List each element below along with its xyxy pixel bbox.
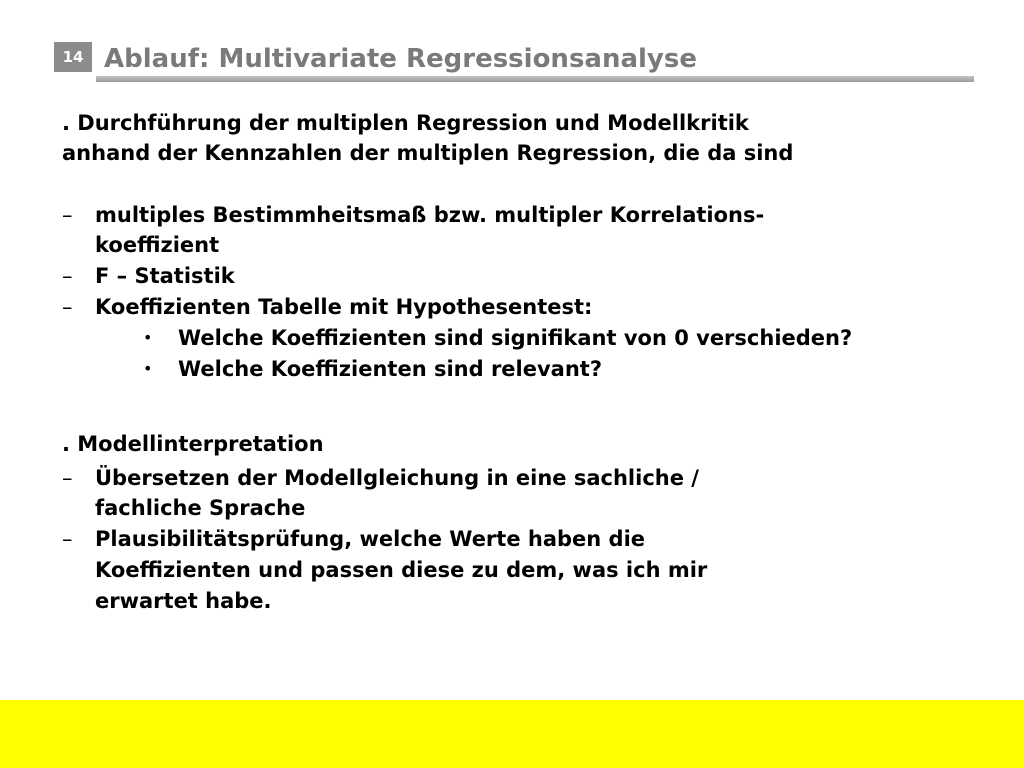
list-item-plausibilitaet: Plausibilitätsprüfung, welche Werte haben die xyxy=(95,527,646,551)
dash-marker: – xyxy=(62,295,73,319)
list-item-bestimmtheitsmass: multiples Bestimmheitsmaß bzw. multipler Korrelations- xyxy=(95,203,765,227)
section1-intro-line1: . Durchführung der multiplen Regression und Modellkritik xyxy=(62,111,749,135)
dash-marker: – xyxy=(62,527,73,551)
slide-number-badge: 14 xyxy=(54,42,92,72)
sub-item-relevant: Welche Koeffizienten sind relevant? xyxy=(178,357,603,381)
dash-marker: – xyxy=(62,203,73,227)
slide-title: Ablauf: Multivariate Regressionsanalyse xyxy=(104,44,697,74)
bullet-marker: • xyxy=(143,328,153,347)
dash-marker: – xyxy=(62,466,73,490)
dash-marker: – xyxy=(62,264,73,288)
list-item-f-statistik: F – Statistik xyxy=(95,264,235,288)
footer-bar xyxy=(0,700,1024,768)
list-item-plausibilitaet-cont1: Koeffizienten und passen diese zu dem, was ich mir xyxy=(95,558,708,582)
list-item-uebersetzen: Übersetzen der Modellgleichung in eine sachliche / xyxy=(95,466,699,490)
list-item-uebersetzen-cont: fachliche Sprache xyxy=(95,496,306,520)
list-item-plausibilitaet-cont2: erwartet habe. xyxy=(95,589,272,613)
bullet-marker: • xyxy=(143,359,153,378)
section1-intro-line2: anhand der Kennzahlen der multiplen Regression, die da sind xyxy=(62,141,794,165)
list-item-bestimmtheitsmass-cont: koeffizient xyxy=(95,233,220,257)
sub-item-signifikant: Welche Koeffizienten sind signifikant von 0 verschieden? xyxy=(178,326,853,350)
title-underline xyxy=(96,76,974,82)
list-item-koeffizienten-tabelle: Koeffizienten Tabelle mit Hypothesentest: xyxy=(95,295,593,319)
section2-heading: . Modellinterpretation xyxy=(62,432,324,456)
